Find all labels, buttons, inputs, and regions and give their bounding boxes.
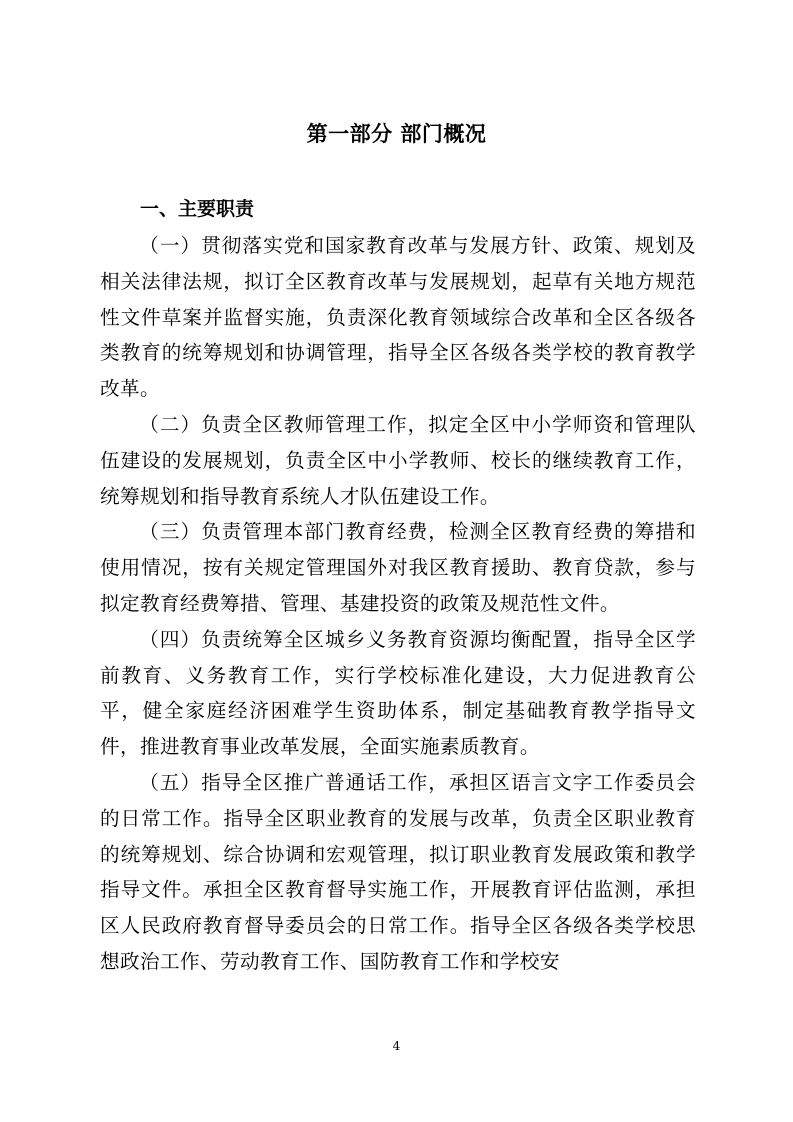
paragraph-duty-3: （三）负责管理本部门教育经费，检测全区教育经费的筹措和使用情况，按有关规定管理国外对我区教育援助、教育贷款，参与拟定教育经费筹措、管理、基建投资的政策及规范性文件。 <box>100 520 696 615</box>
paragraph-duty-5: （五）指导全区推广普通话工作，承担区语言文字工作委员会的日常工作。指导全区职业教育的发展与改革，负责全区职业教育的统筹规划、综合协调和宏观管理，拟订职业教育发展政策和教学指导文件。承担全区教育督导实施工作，开展教育评估监测，承担区人民政府教育督导委员会的日常工作。指导全区各级各类学校思想政治工作、劳动教育工作、国防教育工作和学校安 <box>100 770 696 973</box>
paragraph-duty-2: （二）负责全区教师管理工作，拟定全区中小学师资和管理队伍建设的发展规划，负责全区中小学教师、校长的继续教育工作，统筹规划和指导教育系统人才队伍建设工作。 <box>100 412 696 508</box>
page-number: 4 <box>392 1039 401 1053</box>
section-heading: 一、主要职责 <box>140 198 255 220</box>
body-text <box>100 228 696 980</box>
page-title: 第一部分 部门概况 <box>306 122 487 146</box>
paragraph-duty-1: （一）贯彻落实党和国家教育改革与发展方针、政策、规划及相关法律法规，拟订全区教育改革与发展规划，起草有关地方规范性文件草案并监督实施，负责深化教育领域综合改革和全区各级各类教育的统筹规划和协调管理，指导全区各级各类学校的教育教学改革。 <box>100 234 696 401</box>
paragraph-duty-4: （四）负责统筹全区城乡义务教育资源均衡配置，指导全区学前教育、义务教育工作，实行学校标准化建设，大力促进教育公平，健全家庭经济困难学生资助体系，制定基础教育教学指导文件，推进教育事业改革发展，全面实施素质教育。 <box>100 627 696 759</box>
